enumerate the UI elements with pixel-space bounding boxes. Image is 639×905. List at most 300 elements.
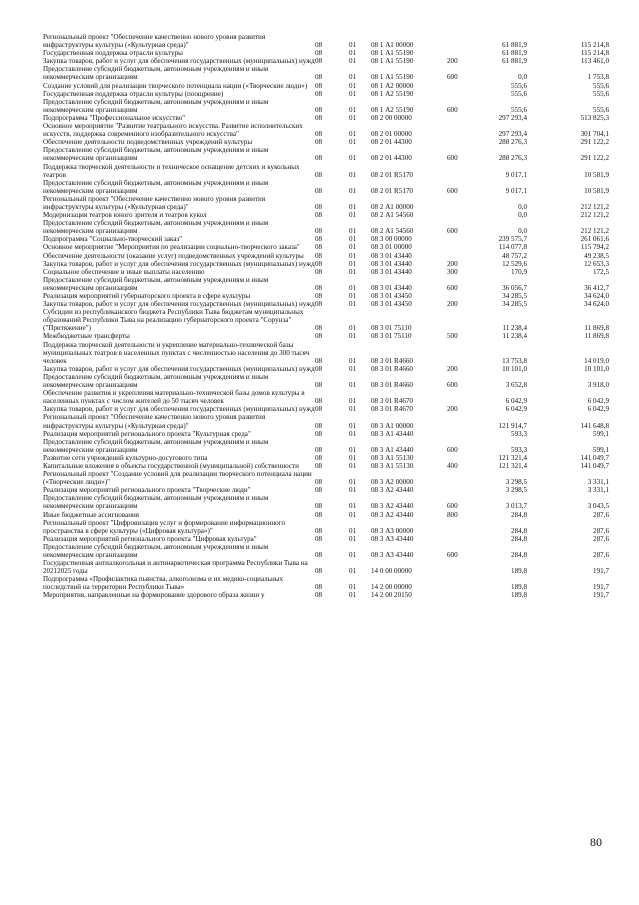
subsection-code-cell: 01 <box>349 300 357 309</box>
expense-type-cell: 200 <box>447 57 458 66</box>
subsection-code-cell: 01 <box>349 405 357 414</box>
expense-type-cell: 400 <box>447 461 458 470</box>
row-name-cell: Государственная поддержка отрасли культуры <box>43 49 183 58</box>
expense-type-cell <box>447 413 469 429</box>
subsection-code-cell: 01 <box>349 57 357 66</box>
target-article-cell: 08 2 01 R5170 <box>371 170 413 179</box>
amount-year1-cell: 593,3 <box>511 429 527 438</box>
section-code-cell: 08 <box>315 453 323 462</box>
table-row <box>43 114 609 122</box>
table-row <box>43 98 609 114</box>
row-name-cell: Предоставление субсидий бюджетным, автономным учреждениям и иным некоммерческим организациям <box>43 542 269 559</box>
section-code-cell: 08 <box>315 130 323 139</box>
table-row <box>43 33 609 49</box>
expense-type-cell: 600 <box>447 73 458 82</box>
table-row <box>43 365 609 373</box>
amount-year1-cell: 0,0 <box>518 202 527 211</box>
amount-year1-cell: 3 298,5 <box>505 478 527 487</box>
row-name-cell: Закупка товаров, работ и услуг для обеспечения государственных (муниципальных) нужд <box>43 300 315 309</box>
section-code-cell: 08 <box>315 113 323 122</box>
amount-year2-cell: 10 581,9 <box>584 170 609 179</box>
table-row <box>43 535 609 543</box>
amount-year2-cell: 12 653,3 <box>584 259 609 268</box>
table-row <box>43 90 609 98</box>
row-name-cell: Региональный проект "Обеспечение качественно нового уровня развития инфраструктуры культуры («Культурная среда)" <box>43 413 266 430</box>
expense-type-cell: 600 <box>447 154 458 163</box>
section-code-cell: 08 <box>315 251 323 260</box>
amount-year2-cell: 212 121,2 <box>580 202 609 211</box>
amount-year1-cell: 121 914,7 <box>498 421 527 430</box>
subsection-code-cell: 01 <box>349 130 357 139</box>
target-article-cell: 08 3 01 R4660 <box>371 381 413 390</box>
expense-type-cell <box>447 454 469 462</box>
table-row <box>43 292 609 300</box>
row-name-cell: Обеспечение деятельности (оказание услуг) подведомственных учреждений культуры <box>43 251 304 260</box>
amount-year1-cell: 9 017,1 <box>505 186 527 195</box>
target-article-cell: 08 3 А1 55130 <box>371 453 414 462</box>
expense-type-cell <box>447 33 469 49</box>
section-code-cell: 08 <box>315 202 323 211</box>
table-row <box>43 454 609 462</box>
target-article-cell: 08 1 А2 55190 <box>371 105 414 114</box>
subsection-code-cell: 01 <box>349 453 357 462</box>
amount-year2-cell: 287,6 <box>593 526 609 535</box>
amount-year2-cell: 513 825,3 <box>580 113 609 122</box>
expense-type-cell: 600 <box>447 551 458 559</box>
subsection-code-cell: 01 <box>349 235 357 244</box>
section-code-cell: 08 <box>315 583 323 592</box>
target-article-cell: 08 3 01 43440 <box>371 267 412 276</box>
amount-year1-cell: 555,6 <box>511 81 527 90</box>
table-row <box>43 82 609 90</box>
expense-type-cell <box>447 486 469 494</box>
amount-year1-cell: 61 881,9 <box>502 57 527 66</box>
row-name-cell: Предоставление субсидий бюджетным, автономным учреждениям и иным некоммерческим организациям <box>43 437 269 454</box>
amount-year1-cell: 3 298,5 <box>505 486 527 495</box>
amount-year1-cell: 6 042,9 <box>505 397 527 406</box>
amount-year2-cell: 3 918,0 <box>587 381 609 390</box>
table-row <box>43 486 609 494</box>
row-name-cell: Капитальные вложения в объекты государственной (муниципальной) собственности <box>43 461 299 470</box>
subsection-code-cell: 01 <box>349 211 357 220</box>
row-name-cell: Региональный проект "Создание условий для реализации творческого потенциала нации («Творческие люди»)" <box>43 470 312 487</box>
subsection-code-cell: 01 <box>349 551 357 559</box>
expense-type-cell: 600 <box>447 283 458 292</box>
row-name-cell: Подпрограмма «Профилактика пьянства, алкоголизма и их медико-социальных последствий на территории Республики Тыва» <box>43 575 284 592</box>
target-article-cell: 08 3 01 R4670 <box>371 397 413 406</box>
section-code-cell: 08 <box>315 405 323 414</box>
amount-year2-cell: 141 049,7 <box>580 453 609 462</box>
row-name-cell: Государственная поддержка отрасли культуры (поощрение) <box>43 89 224 98</box>
amount-year2-cell: 34 624,0 <box>584 300 609 309</box>
page-number: 80 <box>590 835 602 849</box>
amount-year2-cell: 555,6 <box>593 81 609 90</box>
subsection-code-cell: 01 <box>349 429 357 438</box>
amount-year2-cell: 599,1 <box>593 429 609 438</box>
row-name-cell: Предоставление субсидий бюджетным, автономным учреждениям и иным некоммерческим организациям <box>43 275 269 292</box>
amount-year2-cell: 49 238,5 <box>584 251 609 260</box>
target-article-cell: 08 3 01 43440 <box>371 259 412 268</box>
table-row <box>43 138 609 146</box>
table-row <box>43 163 609 179</box>
subsection-code-cell: 01 <box>349 381 357 390</box>
table-row <box>43 122 609 138</box>
expense-type-cell <box>447 535 469 543</box>
target-article-cell: 08 3 А3 43440 <box>371 551 414 559</box>
target-article-cell: 14 2 00 20150 <box>371 591 412 600</box>
target-article-cell: 14 2 00 00000 <box>371 583 412 592</box>
amount-year1-cell: 189,8 <box>511 567 527 576</box>
section-code-cell: 08 <box>315 105 323 114</box>
table-row <box>43 195 609 211</box>
section-code-cell: 08 <box>315 186 323 195</box>
section-code-cell: 08 <box>315 502 323 511</box>
section-code-cell: 08 <box>315 486 323 495</box>
amount-year1-cell: 13 753,8 <box>502 356 527 365</box>
section-code-cell: 08 <box>315 397 323 406</box>
subsection-code-cell: 01 <box>349 534 357 543</box>
table-row <box>43 373 609 389</box>
expense-type-cell: 500 <box>447 332 458 341</box>
amount-year2-cell: 212 121,2 <box>580 227 609 236</box>
section-code-cell: 08 <box>315 324 323 333</box>
table-row <box>43 211 609 219</box>
subsection-code-cell: 01 <box>349 202 357 211</box>
amount-year1-cell: 114 077,8 <box>498 243 527 252</box>
amount-year1-cell: 593,3 <box>511 445 527 454</box>
expense-type-cell: 200 <box>447 405 458 414</box>
amount-year2-cell: 115 214,8 <box>580 49 609 58</box>
amount-year2-cell: 6 042,9 <box>587 405 609 414</box>
amount-year1-cell: 170,9 <box>511 267 527 276</box>
table-row <box>43 268 609 276</box>
row-name-cell: Основное мероприятие "Мероприятия по реализации социально-творческого заказа" <box>43 243 300 252</box>
amount-year1-cell: 0,0 <box>518 73 527 82</box>
expense-type-cell <box>447 243 469 251</box>
row-name-cell: Реализация мероприятий регионального проекта "Культурная среда" <box>43 429 251 438</box>
section-code-cell: 08 <box>315 57 323 66</box>
table-row <box>43 276 609 292</box>
target-article-cell: 08 3 А2 00000 <box>371 478 414 487</box>
target-article-cell: 08 3 А1 55130 <box>371 461 414 470</box>
target-article-cell: 08 2 01 44300 <box>371 138 412 147</box>
target-article-cell: 08 3 А3 43440 <box>371 534 414 543</box>
amount-year2-cell: 3 331,1 <box>587 486 609 495</box>
section-code-cell: 08 <box>315 170 323 179</box>
section-code-cell: 08 <box>315 89 323 98</box>
amount-year2-cell: 287,6 <box>593 551 609 559</box>
subsection-code-cell: 01 <box>349 292 357 300</box>
row-name-cell: Субсидии из республиканского бюджета Республики Тыва бюджетам муниципальных образований Республики Тыва на реализацию губернаторского проекта "Сорунза" ("Притяжение") <box>43 308 304 333</box>
target-article-cell: 08 1 А1 55190 <box>371 49 414 58</box>
section-code-cell: 08 <box>315 73 323 82</box>
row-name-cell: Обеспечение развития и укрепления материально-технической базы домов культуры в населенных пунктах с числом жителей до 50 тысяч человек <box>43 389 305 406</box>
section-code-cell: 08 <box>315 154 323 163</box>
row-name-cell: Обеспечение деятельности подведомственных учреждений культуры <box>43 138 253 147</box>
table-row <box>43 430 609 438</box>
row-name-cell: Реализация мероприятий губернаторского проекта в сфере культуры <box>43 292 251 300</box>
table-row <box>43 179 609 195</box>
table-row <box>43 235 609 243</box>
section-code-cell: 08 <box>315 243 323 252</box>
amount-year1-cell: 555,6 <box>511 89 527 98</box>
row-name-cell: Поддержка творческой деятельности и укрепление материально-технической базы муниципальных театров в населенных пунктах с численностью населения до 300 тысяч человек <box>43 340 310 365</box>
amount-year2-cell: 191,7 <box>593 567 609 576</box>
amount-year1-cell: 239 575,7 <box>498 235 527 244</box>
amount-year1-cell: 6 042,9 <box>505 405 527 414</box>
amount-year2-cell: 555,6 <box>593 105 609 114</box>
amount-year1-cell: 36 056,7 <box>502 283 527 292</box>
target-article-cell: 08 2 А1 54560 <box>371 227 414 236</box>
subsection-code-cell: 01 <box>349 49 357 58</box>
amount-year2-cell: 141 049,7 <box>580 461 609 470</box>
row-name-cell: Закупка товаров, работ и услуг для обеспечения государственных (муниципальных) нужд <box>43 405 315 414</box>
section-code-cell: 08 <box>315 478 323 487</box>
target-article-cell: 08 1 А1 55190 <box>371 73 414 82</box>
subsection-code-cell: 01 <box>349 267 357 276</box>
subsection-code-cell: 01 <box>349 89 357 98</box>
target-article-cell: 08 3 А1 43440 <box>371 445 414 454</box>
amount-year2-cell: 1 753,8 <box>587 73 609 82</box>
row-name-cell: Региональный проект "Цифровизация услуг и формирование информационного пространства в сфере культуры («Цифровая культура»)" <box>43 518 285 535</box>
amount-year1-cell: 48 757,2 <box>502 251 527 260</box>
table-row <box>43 300 609 308</box>
table-row <box>43 389 609 405</box>
target-article-cell: 08 3 А3 00000 <box>371 526 414 535</box>
amount-year1-cell: 0,0 <box>518 227 527 236</box>
subsection-code-cell: 01 <box>349 154 357 163</box>
table-row <box>43 470 609 486</box>
section-code-cell: 08 <box>315 429 323 438</box>
target-article-cell: 08 3 01 43450 <box>371 300 412 309</box>
subsection-code-cell: 01 <box>349 113 357 122</box>
amount-year2-cell: 261 061,6 <box>580 235 609 244</box>
table-row <box>43 494 609 510</box>
amount-year1-cell: 288 276,3 <box>498 138 527 147</box>
subsection-code-cell: 01 <box>349 332 357 341</box>
row-name-cell: Региональный проект "Обеспечение качественно нового уровня развития инфраструктуры культуры («Культурная среда)" <box>43 194 266 211</box>
expense-type-cell: 600 <box>447 381 458 390</box>
section-code-cell: 08 <box>315 364 323 373</box>
table-row <box>43 405 609 413</box>
section-code-cell: 08 <box>315 510 323 519</box>
table-row <box>43 243 609 251</box>
section-code-cell: 08 <box>315 81 323 90</box>
table-row <box>43 591 609 599</box>
expense-type-cell <box>447 519 469 535</box>
amount-year1-cell: 10 101,0 <box>502 364 527 373</box>
expense-type-cell: 800 <box>447 510 458 519</box>
table-row <box>43 543 609 559</box>
amount-year2-cell: 141 648,8 <box>580 421 609 430</box>
subsection-code-cell: 01 <box>349 227 357 236</box>
amount-year2-cell: 3 331,1 <box>587 478 609 487</box>
amount-year1-cell: 297 293,4 <box>498 130 527 139</box>
row-name-cell: Основное мероприятие "Развитие театрального искусства. Развитие исполнительских искусств, поддержка современного изобразительного искусства" <box>43 122 303 139</box>
target-article-cell: 08 1 А1 00000 <box>371 41 414 50</box>
amount-year1-cell: 3 013,7 <box>505 502 527 511</box>
row-name-cell: Предоставление субсидий бюджетным, автономным учреждениям и иным некоммерческим организациям <box>43 372 269 390</box>
table-row <box>43 559 609 575</box>
expense-type-cell <box>447 252 469 260</box>
target-article-cell: 08 2 А1 00000 <box>371 202 414 211</box>
table-row <box>43 332 609 340</box>
subsection-code-cell: 01 <box>349 356 357 365</box>
row-name-cell: Поддержка творческой деятельности и техническое оснащение детских и кукольных театров <box>43 162 300 179</box>
amount-year1-cell: 9 017,1 <box>505 170 527 179</box>
amount-year1-cell: 288 276,3 <box>498 154 527 163</box>
subsection-code-cell: 01 <box>349 567 357 576</box>
subsection-code-cell: 01 <box>349 251 357 260</box>
target-article-cell: 08 3 А2 43440 <box>371 486 414 495</box>
row-name-cell: Предоставление субсидий бюджетным, автономным учреждениям и иным некоммерческим организациям <box>43 219 269 236</box>
expense-type-cell: 200 <box>447 300 458 309</box>
expense-type-cell <box>447 591 469 599</box>
expense-type-cell <box>447 122 469 138</box>
subsection-code-cell: 01 <box>349 591 357 600</box>
section-code-cell: 08 <box>315 461 323 470</box>
subsection-code-cell: 01 <box>349 41 357 50</box>
row-name-cell: Закупка товаров, работ и услуг для обеспечения государственных (муниципальных) нужд <box>43 57 315 66</box>
target-article-cell: 08 2 А1 54560 <box>371 211 414 220</box>
expense-type-cell <box>447 559 469 575</box>
table-body <box>43 33 609 600</box>
expense-type-cell <box>447 575 469 591</box>
target-article-cell: 08 3 01 00000 <box>371 243 412 252</box>
target-article-cell: 08 3 00 00000 <box>371 235 412 244</box>
expense-type-cell: 200 <box>447 259 458 268</box>
section-code-cell: 08 <box>315 211 323 220</box>
subsection-code-cell: 01 <box>349 583 357 592</box>
amount-year2-cell: 287,6 <box>593 510 609 519</box>
amount-year2-cell: 212 121,2 <box>580 211 609 220</box>
target-article-cell: 14 0 00 00000 <box>371 567 412 576</box>
amount-year1-cell: 34 285,5 <box>502 300 527 309</box>
subsection-code-cell: 01 <box>349 421 357 430</box>
row-name-cell: Государственная антиалкогольная и антинаркотическая программа Республики Тыва на 20212025 годы <box>43 559 308 576</box>
amount-year2-cell: 191,7 <box>593 583 609 592</box>
amount-year2-cell: 291 122,2 <box>580 138 609 147</box>
table-row <box>43 438 609 454</box>
amount-year2-cell: 3 043,5 <box>587 502 609 511</box>
table-row <box>43 308 609 332</box>
section-code-cell: 08 <box>315 49 323 58</box>
amount-year1-cell: 284,8 <box>511 534 527 543</box>
amount-year2-cell: 11 869,8 <box>584 324 609 333</box>
expense-type-cell <box>447 49 469 57</box>
row-name-cell: Предоставление субсидий бюджетным, автономным учреждениям и иным некоммерческим организациям <box>43 97 269 114</box>
amount-year2-cell: 6 042,9 <box>587 397 609 406</box>
amount-year2-cell: 14 019,0 <box>584 356 609 365</box>
row-name-cell: Подпрограмма "Профессиональное искусство" <box>43 113 186 122</box>
section-code-cell: 08 <box>315 381 323 390</box>
amount-year2-cell: 10 101,0 <box>584 364 609 373</box>
amount-year2-cell: 599,1 <box>593 445 609 454</box>
subsection-code-cell: 01 <box>349 170 357 179</box>
section-code-cell: 08 <box>315 421 323 430</box>
expense-type-cell <box>447 195 469 211</box>
subsection-code-cell: 01 <box>349 283 357 292</box>
target-article-cell: 08 1 А2 00000 <box>371 81 414 90</box>
row-name-cell: Региональный проект "Обеспечение качественно нового уровня развития инфраструктуры культуры («Культурная среда)" <box>43 33 266 50</box>
target-article-cell: 08 3 А2 43440 <box>371 510 414 519</box>
amount-year1-cell: 0,0 <box>518 211 527 220</box>
amount-year2-cell: 291 122,2 <box>580 154 609 163</box>
subsection-code-cell: 01 <box>349 461 357 470</box>
target-article-cell: 08 1 А2 55190 <box>371 89 414 98</box>
expense-type-cell <box>447 341 469 365</box>
amount-year1-cell: 11 238,4 <box>502 324 527 333</box>
subsection-code-cell: 01 <box>349 259 357 268</box>
target-article-cell: 08 2 01 00000 <box>371 130 412 139</box>
subsection-code-cell: 01 <box>349 243 357 252</box>
row-name-cell: Создание условий для реализации творческого потенциала нации («Творческие люди») <box>43 81 308 90</box>
section-code-cell: 08 <box>315 259 323 268</box>
section-code-cell: 08 <box>315 292 323 300</box>
subsection-code-cell: 01 <box>349 502 357 511</box>
target-article-cell: 08 3 01 43440 <box>371 251 412 260</box>
amount-year2-cell: 10 581,9 <box>584 186 609 195</box>
expense-type-cell <box>447 90 469 98</box>
target-article-cell: 08 3 01 R4660 <box>371 364 413 373</box>
budget-table <box>43 33 609 600</box>
section-code-cell: 08 <box>315 445 323 454</box>
row-name-cell: Социальное обеспечение и иные выплаты населению <box>43 267 205 276</box>
amount-year2-cell: 11 869,8 <box>584 332 609 341</box>
target-article-cell: 08 3 А2 43440 <box>371 502 414 511</box>
row-name-cell: Предоставление субсидий бюджетным, автономным учреждениям и иным некоммерческим организациям <box>43 494 269 511</box>
table-row <box>43 519 609 535</box>
amount-year1-cell: 61 881,9 <box>502 41 527 50</box>
amount-year1-cell: 11 238,4 <box>502 332 527 341</box>
section-code-cell: 08 <box>315 534 323 543</box>
target-article-cell: 08 2 01 44300 <box>371 154 412 163</box>
expense-type-cell <box>447 430 469 438</box>
subsection-code-cell: 01 <box>349 73 357 82</box>
amount-year1-cell: 121 321,4 <box>498 461 527 470</box>
target-article-cell: 08 3 А1 00000 <box>371 421 414 430</box>
row-name-cell: Межбюджетные трансферты <box>43 332 130 341</box>
table-row <box>43 65 609 81</box>
expense-type-cell <box>447 163 469 179</box>
target-article-cell: 08 3 01 43450 <box>371 292 412 300</box>
amount-year1-cell: 121 321,4 <box>498 453 527 462</box>
table-row <box>43 341 609 365</box>
target-article-cell: 08 2 00 00000 <box>371 113 412 122</box>
row-name-cell: Мероприятия, направленные на формирование здорового образа жизни у <box>43 591 265 600</box>
subsection-code-cell: 01 <box>349 105 357 114</box>
row-name-cell: Развитие сети учреждений культурно-досугового типа <box>43 453 208 462</box>
section-code-cell: 08 <box>315 300 323 309</box>
target-article-cell: 08 3 01 R4670 <box>371 405 413 414</box>
subsection-code-cell: 01 <box>349 186 357 195</box>
amount-year2-cell: 115 794,2 <box>580 243 609 252</box>
amount-year1-cell: 12 529,6 <box>502 259 527 268</box>
target-article-cell: 08 1 А1 55190 <box>371 57 414 66</box>
expense-type-cell: 200 <box>447 364 458 373</box>
expense-type-cell <box>447 292 469 300</box>
amount-year2-cell: 301 704,1 <box>580 130 609 139</box>
amount-year1-cell: 297 293,4 <box>498 113 527 122</box>
expense-type-cell: 600 <box>447 445 458 454</box>
target-article-cell: 08 3 01 75110 <box>371 332 412 341</box>
subsection-code-cell: 01 <box>349 445 357 454</box>
target-article-cell: 08 3 А1 43440 <box>371 429 414 438</box>
table-row <box>43 252 609 260</box>
table-row <box>43 260 609 268</box>
expense-type-cell <box>447 114 469 122</box>
target-article-cell: 08 2 01 R5170 <box>371 186 413 195</box>
